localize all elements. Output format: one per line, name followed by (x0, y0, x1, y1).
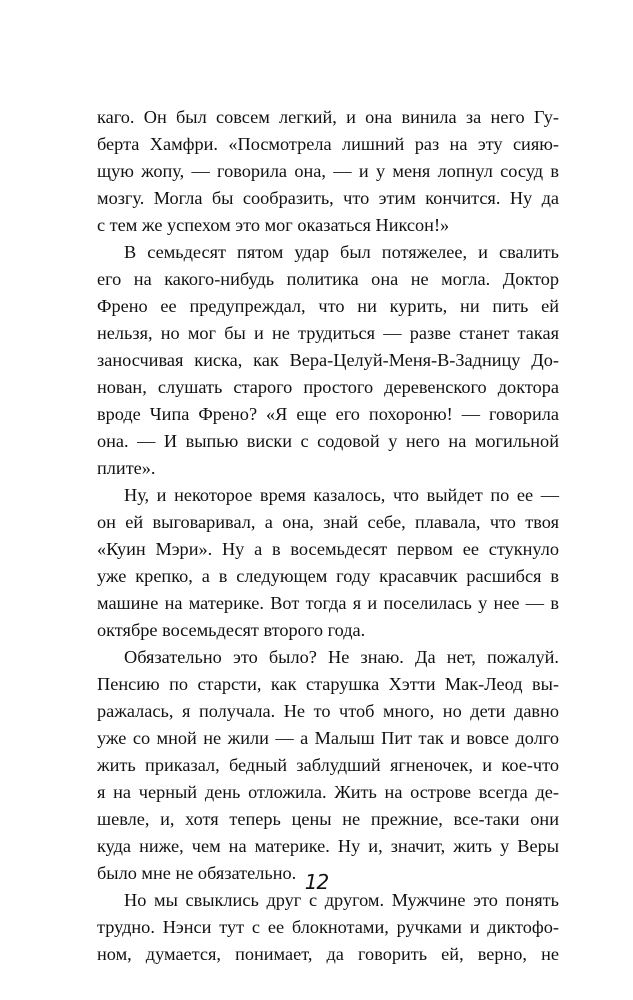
text-line: плите». (97, 458, 156, 478)
text-line: ном, думается, понимает, да говорить ей, верно, не (97, 944, 559, 964)
text-line: жить приказал, бедный заблудший ягненочек, и кое-что (97, 755, 559, 775)
text-line: она. — И выпью виски с содовой у него на могильной (97, 431, 559, 451)
text-line: октябре восемьдесят второго года. (97, 620, 366, 640)
text-line: вроде Чипа Френо? «Я еще его похороню! — говорила (97, 404, 559, 424)
text-line: Пенсию по старсти, как старушка Хэтти Мак-Леод вы- (97, 674, 559, 694)
text-line: нован, слушать старого простого деревенского доктора (97, 377, 559, 397)
text-line: каго. Он был совсем легкий, и она винила за него Гу- (97, 107, 559, 127)
text-line: заносчивая киска, как Вера-Целуй-Меня-В-Задницу До- (97, 350, 559, 370)
text-line: он ей выговаривал, а она, знай себе, плавала, что твоя (97, 512, 559, 532)
text-line: нельзя, но мог бы и не трудиться — разве станет такая (97, 323, 559, 343)
text-line: Обязательно это было? Не знаю. Да нет, пожалуй. (124, 647, 559, 667)
text-line: с тем же успехом это мог оказаться Никсон!» (97, 215, 450, 235)
text-line: было мне не обязательно. (97, 863, 297, 883)
text-line: Ну, и некоторое время казалось, что выйдет по ее — (124, 485, 559, 505)
text-line: трудно. Нэнси тут с ее блокнотами, ручками и диктофо- (97, 917, 559, 937)
text-line: ражалась, я получала. Не то чтоб много, но дети давно (97, 701, 559, 721)
text-line: его на какого-нибудь политика она не могла. Доктор (97, 269, 559, 289)
text-line: мозгу. Могла бы сообразить, что этим кончится. Ну да (97, 188, 559, 208)
text-line: щую жопу, — говорила она, — и у меня лопнул сосуд в (97, 161, 559, 181)
text-line: Но мы свыклись друг с другом. Мужчине это понять (124, 890, 559, 910)
page-number: 12 (304, 870, 329, 894)
body-text (97, 104, 559, 968)
text-line: уже крепко, а в следующем году красавчик расшибся в (97, 566, 559, 586)
text-line: «Куин Мэри». Ну а в восемьдесят первом ее стукнуло (97, 539, 559, 559)
text-line: машине на материке. Вот тогда я и поселилась у нее — в (97, 593, 559, 613)
text-line: шевле, и, хотя теперь цены не прежние, все-таки они (97, 809, 559, 829)
text-line: В семьдесят пятом удар был потяжелее, и свалить (124, 242, 559, 262)
text-line: куда ниже, чем на материке. Ну и, значит, жить у Веры (97, 836, 559, 856)
text-line: Френо ее предупреждал, что ни курить, ни пить ей (97, 296, 559, 316)
text-line: я на черный день отложила. Жить на острове всегда де- (97, 782, 559, 802)
text-line: уже со мной не жили — а Малыш Пит так и вовсе долго (97, 728, 559, 748)
text-line: берта Хамфри. «Посмотрела лишний раз на эту сияю- (97, 134, 559, 154)
